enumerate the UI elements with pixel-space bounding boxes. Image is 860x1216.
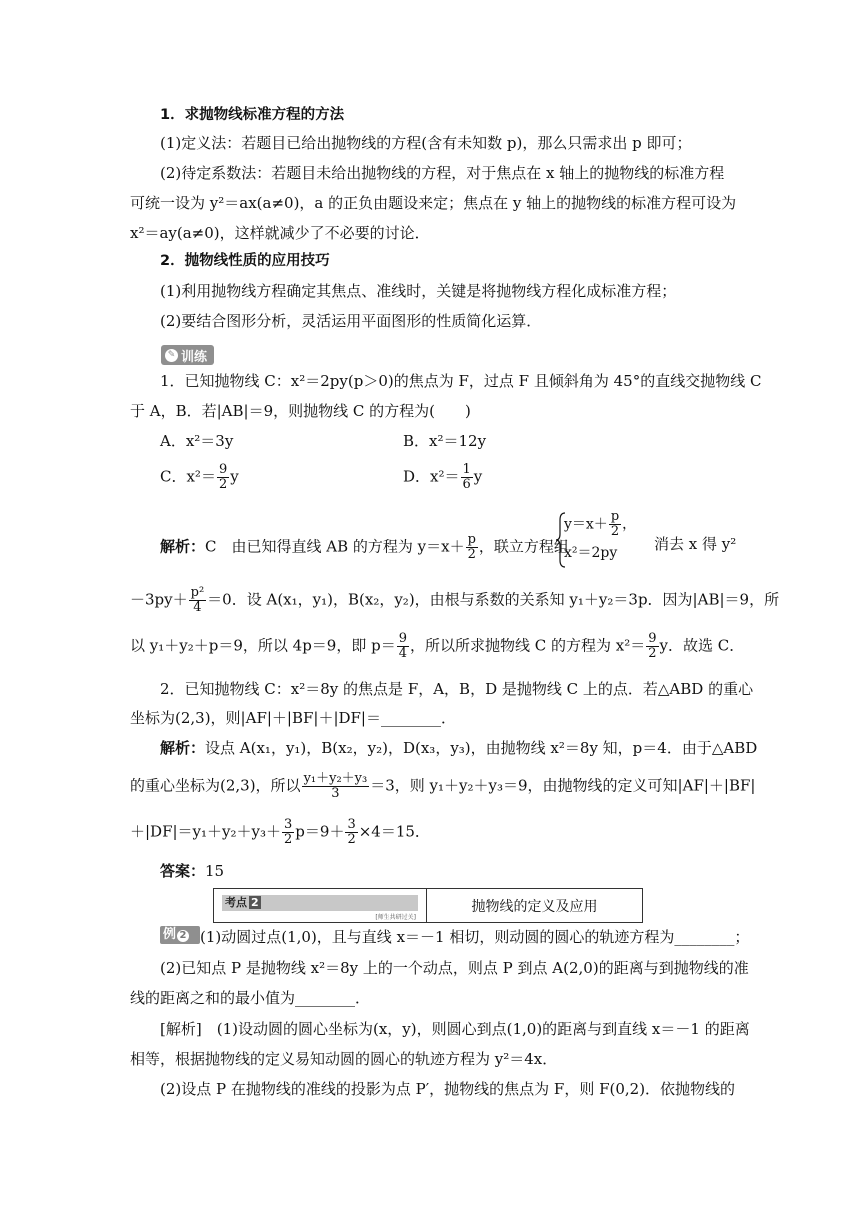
paragraph: (1)定义法：若题目已给出抛物线的方程(含有未知数 p)，那么只需求出 p 即可； xyxy=(160,134,692,152)
question-1: 1．已知抛物线 C：x²＝2py(p＞0)的焦点为 F，过点 F 且倾斜角为 45°的直线交抛物线 C xyxy=(160,372,762,390)
answer-2-final: 答案：15 xyxy=(160,862,225,880)
topic-subtitle: [师生共研过关] xyxy=(375,914,416,921)
pencil-icon: ✎ xyxy=(165,349,178,362)
option-b: B．x²＝12y xyxy=(403,432,487,450)
solution-line3: (2)设点 P 在抛物线的准线的投影为点 P′，抛物线的焦点为 F，则 F(0,2)．依抛物线的 xyxy=(160,1080,736,1098)
example-2: (1)动圆过点(1,0)，且与直线 x＝－1 相切，则动圆的圆心的轨迹方程为________； xyxy=(200,928,750,946)
option-c: C．x²＝ $\frac{9}{2}$ y xyxy=(160,462,239,492)
heading-method: 1．求抛物线标准方程的方法 xyxy=(160,107,345,123)
paragraph: (1)利用抛物线方程确定其焦点、准线时，关键是将抛物线方程化成标准方程； xyxy=(160,282,677,300)
badge-label: 训练 xyxy=(181,349,208,365)
equation-1: y＝x＋ $\frac{p}{2}$ ， xyxy=(564,509,637,539)
paragraph: 可统一设为 y²＝ax(a≠0)，a 的正负由题设来定；焦点在 y 轴上的抛物线的标准方程可设为 xyxy=(130,194,737,212)
topic-label: 考点 2 xyxy=(225,896,259,909)
solution-line1: [解析] (1)设动圆的圆心坐标为(x，y)，则圆心到点(1,0)的距离与到直线 x＝－1 的距离 xyxy=(160,1020,750,1038)
example-2: 线的距离之和的最小值为________． xyxy=(130,989,371,1007)
answer-2-line3: ＋|DF|＝y₁＋y₂＋y₃＋ $\frac{3}{2}$ p＝9＋ $\frac{3}{2}$ ×4＝15． xyxy=(130,817,430,847)
question-1: 于 A，B．若|AB|＝9，则抛物线 C 的方程为( ) xyxy=(130,402,471,420)
topic-header-box xyxy=(213,888,643,923)
example-badge: 例 2 xyxy=(160,926,200,944)
question-2: 坐标为(2,3)，则|AF|＋|BF|＋|DF|＝________． xyxy=(130,709,456,727)
solution-line2: 相等，根据抛物线的定义易知动圆的圆心的轨迹方程为 y²＝4x． xyxy=(130,1050,558,1068)
answer-1-line2: －3py＋ $\frac{\text{p²}}{4}$ ＝0．设 A(x₁，y₁)，B(x₂，y₂)，由根与系数的关系知 y₁＋y₂＝3p．因为|AB|＝9，所 xyxy=(130,585,780,615)
answer-1-line3: 以 y₁＋y₂＋p＝9，所以 4p＝9，即 p＝ $\frac{9}{4}$ ，所以所求抛物线 C 的方程为 x²＝ $\frac{9}{2}$ y．故选 C． xyxy=(130,631,745,661)
topic-label-cell xyxy=(214,889,427,922)
paragraph: (2)要结合图形分析，灵活运用平面图形的性质简化运算． xyxy=(160,312,542,330)
paragraph: (2)待定系数法：若题目未给出抛物线的方程，对于焦点在 x 轴上的抛物线的标准方程 xyxy=(160,164,725,182)
equation-system xyxy=(564,510,636,567)
answer-1-line1: 解析：C 由已知得直线 AB 的方程为 y＝x＋ $\frac{p}{2}$ ，联立方程组 xyxy=(160,532,569,562)
answer-2-line1: 解析：设点 A(x₁，y₁)，B(x₂，y₂)，D(x₃，y₃)，由抛物线 x²＝8y 知，p＝4．由于△ABD xyxy=(160,739,758,757)
practice-badge xyxy=(161,345,214,365)
option-d: D．x²＝ $\frac{1}{6}$ y xyxy=(403,462,483,492)
answer-1-line1-end: 消去 x 得 y² xyxy=(654,535,737,553)
equation-2: x²＝2py xyxy=(564,545,618,561)
answer-2-line2: 的重心坐标为(2,3)，所以 $\frac{\text{y₁＋y₂＋y₃}}{3}$ ＝3，则 y₁＋y₂＋y₃＝9，由抛物线的定义可知|AF|＋|BF| xyxy=(130,771,756,801)
paragraph: x²＝ay(a≠0)，这样就减少了不必要的讨论． xyxy=(130,224,430,242)
topic-title: 抛物线的定义及应用 xyxy=(471,898,598,915)
example-2: (2)已知点 P 是抛物线 x²＝8y 上的一个动点，则点 P 到点 A(2,0)的距离与到抛物线的准 xyxy=(160,959,749,977)
option-a: A．x²＝3y xyxy=(160,432,234,450)
heading-technique: 2．抛物线性质的应用技巧 xyxy=(160,253,330,269)
question-2: 2．已知抛物线 C：x²＝8y 的焦点是 F，A，B，D 是抛物线 C 上的点．若△ABD 的重心 xyxy=(160,680,754,698)
